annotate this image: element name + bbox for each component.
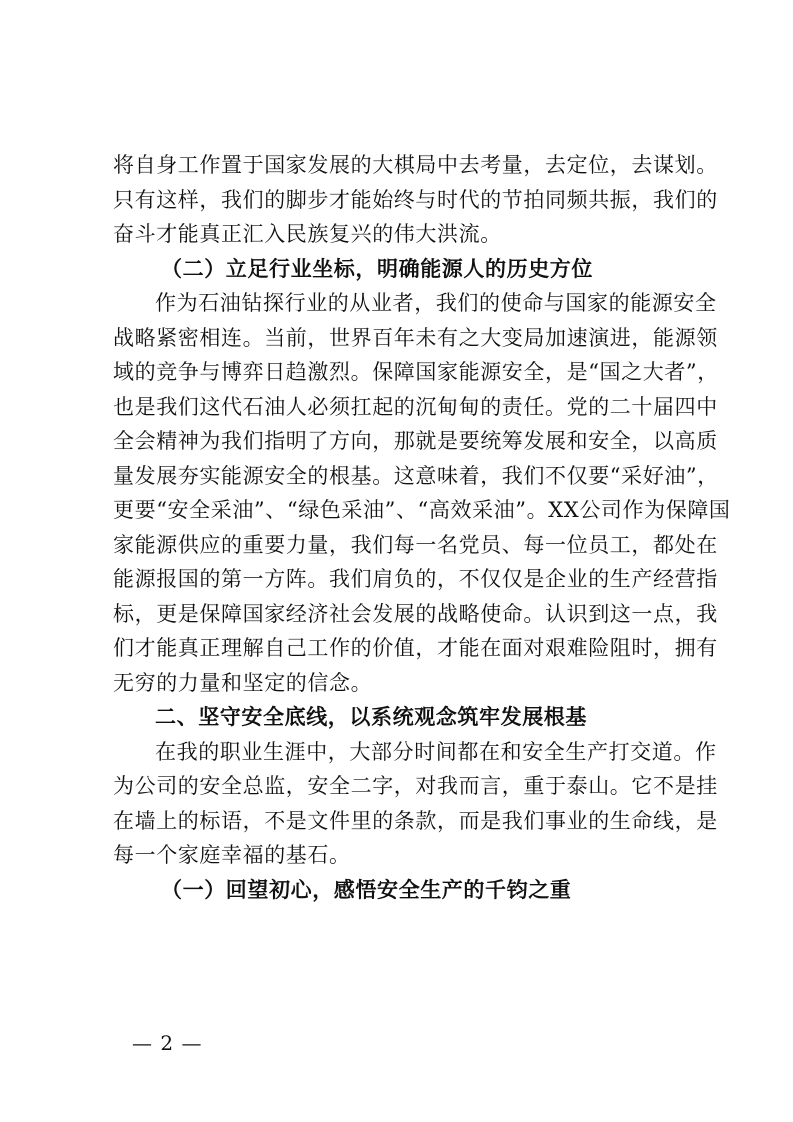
subsection-heading: （一）回望初心，感悟安全生产的千钧之重 xyxy=(161,876,572,902)
paragraph-line: 家能源供应的重要力量，我们每一名党员、每一位员工，都处在 xyxy=(113,532,718,557)
body-text xyxy=(113,148,731,907)
paragraph-line: 更要“安全采油”、“绿色采油”、“高效采油”。XX公司作为保障国 xyxy=(113,498,731,522)
paragraph-line: 域的竞争与博弈日趋激烈。保障国家能源安全，是“国之大者”， xyxy=(113,360,719,384)
paragraph-line: 无穷的力量和坚定的信念。 xyxy=(113,670,373,695)
paragraph-line: 每一个家庭幸福的基石。 xyxy=(113,843,351,867)
paragraph-line: 全会精神为我们指明了方向，那就是要统筹发展和安全，以高质 xyxy=(113,429,718,453)
paragraph-line: 在我的职业生涯中，大部分时间都在和安全生产打交道。作 xyxy=(155,739,717,764)
paragraph-line: 战略紧密相连。当前，世界百年未有之大变局加速演进，能源领 xyxy=(113,325,718,350)
paragraph-line: 为公司的安全总监，安全二字，对我而言，重于泰山。它不是挂 xyxy=(113,774,718,798)
section-heading: 二、坚守安全底线，以系统观念筑牢发展根基 xyxy=(155,704,587,729)
paragraph-line: 奋斗才能真正汇入民族复兴的伟大洪流。 xyxy=(113,222,502,246)
subsection-heading: （二）立足行业坐标，明确能源人的历史方位 xyxy=(161,255,593,281)
paragraph-line: 也是我们这代石油人必须扛起的沉甸甸的责任。党的二十届四中 xyxy=(113,394,718,419)
page-number: — 2 — xyxy=(132,1031,203,1055)
paragraph-line: 作为石油钻探行业的从业者，我们的使命与国家的能源安全 xyxy=(155,291,717,315)
paragraph-line: 能源报国的第一方阵。我们肩负的，不仅仅是企业的生产经营指 xyxy=(113,567,718,591)
paragraph-line: 在墙上的标语，不是文件里的条款，而是我们事业的生命线，是 xyxy=(113,808,718,833)
paragraph-line: 只有这样，我们的脚步才能始终与时代的节拍同频共振，我们的 xyxy=(113,187,718,212)
paragraph-line: 们才能真正理解自己工作的价值，才能在面对艰难险阻时，拥有 xyxy=(113,636,718,660)
paragraph-line: 将自身工作置于国家发展的大棋局中去考量，去定位，去谋划。 xyxy=(113,153,718,177)
paragraph-line: 标，更是保障国家经济社会发展的战略使命。认识到这一点，我 xyxy=(113,601,718,626)
paragraph-line: 量发展夯实能源安全的根基。这意味着，我们不仅要“采好油”， xyxy=(113,463,719,488)
